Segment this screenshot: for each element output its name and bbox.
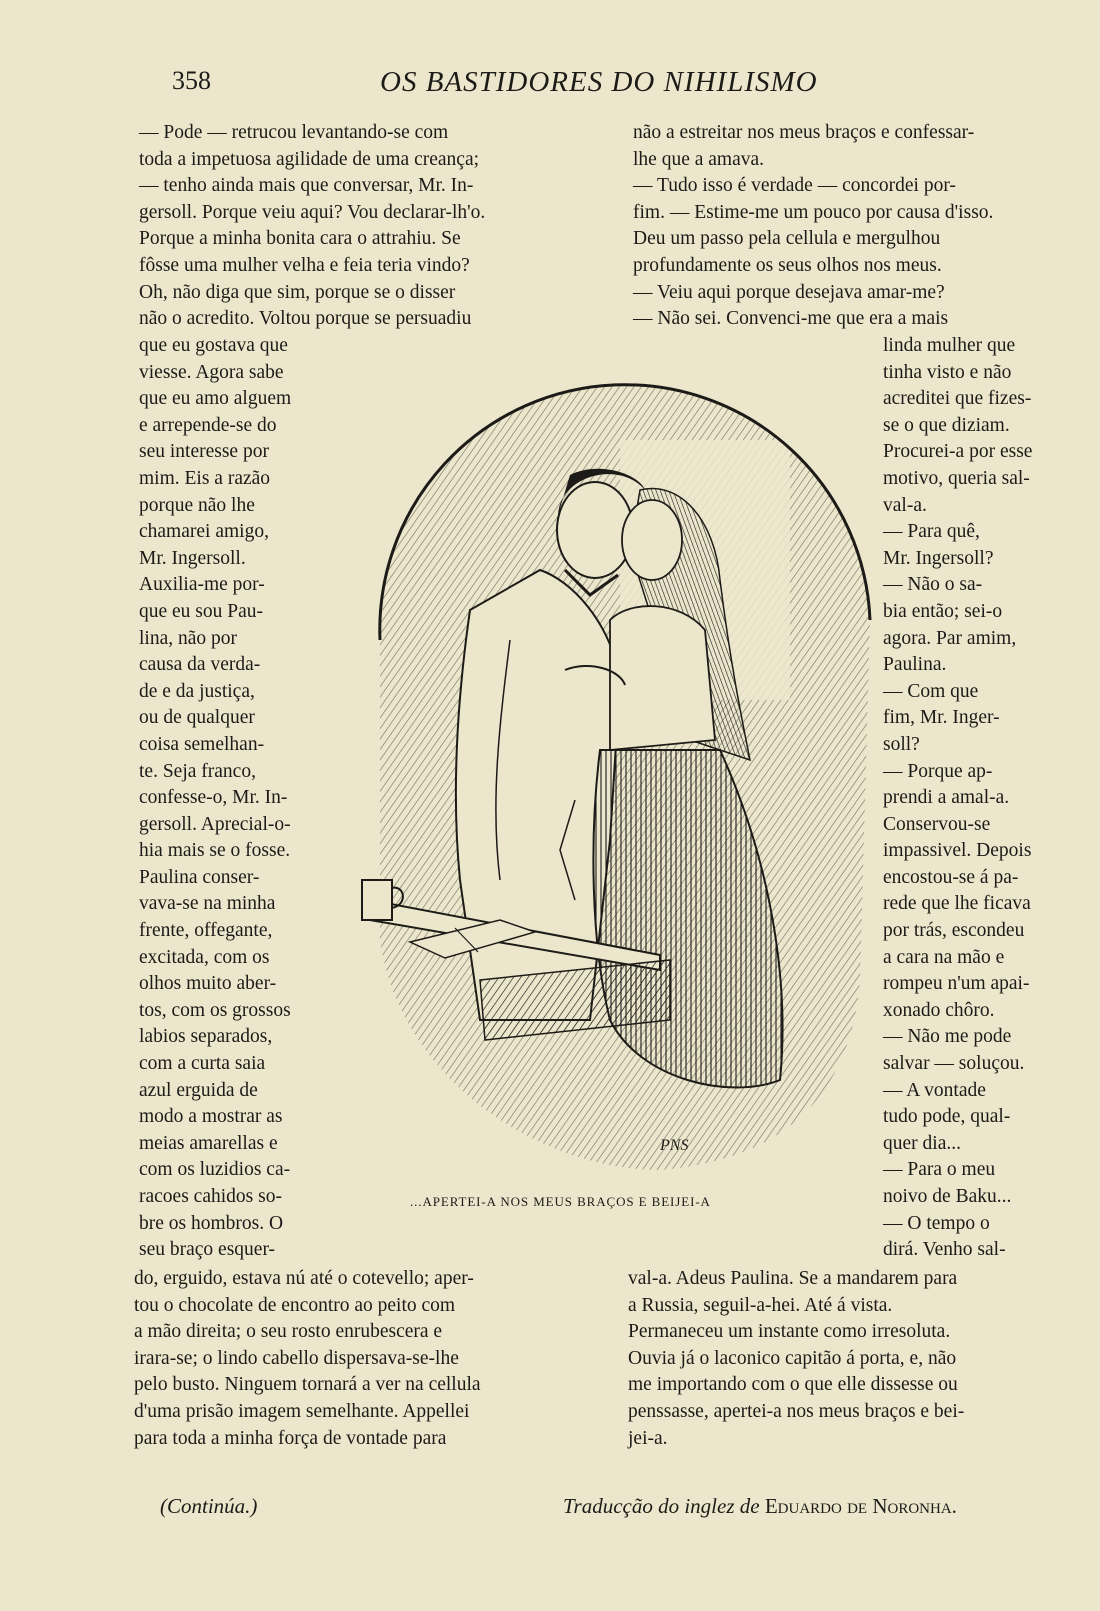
text-line: confesse-o, Mr. In- bbox=[139, 787, 288, 809]
to-be-continued-note: (Continúa.) bbox=[160, 1494, 258, 1518]
text-line: Auxilia-me por- bbox=[139, 574, 265, 596]
text-line: rompeu n'um apai- bbox=[883, 973, 1030, 995]
text-line: com os luzidios ca- bbox=[139, 1159, 291, 1181]
text-line: seu braço esquer- bbox=[139, 1239, 276, 1261]
text-line: prendi a amal-a. bbox=[883, 787, 1010, 809]
text-line: se o que diziam. bbox=[883, 414, 1010, 436]
text-line: val-a. Adeus Paulina. Se a mandarem para bbox=[628, 1268, 958, 1289]
text-line: tos, com os grossos bbox=[139, 999, 291, 1021]
text-line: Permaneceu um instante como irresoluta. bbox=[628, 1321, 951, 1343]
text-line: bia então; sei-o bbox=[883, 600, 1003, 622]
translator-name: Eduardo de Noronha. bbox=[764, 1494, 957, 1518]
text-line: frente, offegante, bbox=[139, 920, 273, 942]
translation-prefix: Traducção do inglez de bbox=[563, 1494, 760, 1518]
text-line: — Não sei. Convenci-me que era a mais bbox=[633, 308, 949, 330]
text-line: Mr. Ingersoll. bbox=[139, 547, 246, 569]
text-line: tinha visto e não bbox=[883, 361, 1012, 383]
text-line: — Não o sa- bbox=[883, 574, 983, 596]
text-line: Mr. Ingersoll? bbox=[883, 547, 994, 569]
text-line: racoes cahidos so- bbox=[139, 1186, 282, 1207]
text-line: Porque a minha bonita cara o attrahiu. Se bbox=[139, 228, 461, 250]
text-line: impassivel. Depois bbox=[883, 840, 1032, 862]
page-number: 358 bbox=[172, 66, 211, 95]
text-line: — O tempo o bbox=[883, 1212, 990, 1234]
text-line: a mão direita; o seu rosto enrubescera e bbox=[134, 1321, 443, 1343]
text-line: — Para quê, bbox=[883, 521, 980, 543]
text-line: agora. Par amim, bbox=[883, 627, 1017, 649]
text-line: viesse. Agora sabe bbox=[139, 361, 284, 383]
right-column-bottom-text bbox=[628, 1266, 1073, 1452]
text-line: que eu sou Pau- bbox=[139, 600, 264, 622]
text-line: acreditei que fizes- bbox=[883, 388, 1032, 410]
text-line: hia mais se o fosse. bbox=[139, 840, 291, 862]
text-line: para toda a minha força de vontade para bbox=[134, 1427, 447, 1449]
text-line: olhos muito aber- bbox=[139, 973, 277, 995]
text-line: motivo, queria sal- bbox=[883, 467, 1030, 489]
text-line: mim. Eis a razão bbox=[139, 467, 271, 489]
text-line: labios separados, bbox=[139, 1026, 273, 1048]
text-line: fôsse uma mulher velha e feia teria vindo? bbox=[139, 254, 470, 276]
text-line: que eu gostava que bbox=[139, 335, 288, 356]
left-column-top-text bbox=[139, 120, 591, 333]
text-line: salvar — soluçou. bbox=[883, 1053, 1025, 1075]
text-line: toda a impetuosa agilidade de uma creança; bbox=[139, 148, 480, 170]
text-line: profundamente os seus olhos nos meus. bbox=[633, 254, 942, 276]
text-line: do, erguido, estava nú até o cotevello; aper- bbox=[134, 1268, 474, 1289]
text-line: Oh, não diga que sim, porque se o disser bbox=[139, 281, 456, 303]
text-line: causa da verda- bbox=[139, 654, 261, 676]
text-line: gersoll. Aprecial-o- bbox=[139, 813, 291, 835]
text-line: — Veiu aqui porque desejava amar-me? bbox=[633, 281, 945, 303]
text-line: modo a mostrar as bbox=[139, 1106, 283, 1128]
right-column-top-text bbox=[633, 120, 1073, 333]
text-line: vava-se na minha bbox=[139, 893, 276, 915]
text-line: Deu um passo pela cellula e mergulhou bbox=[633, 228, 941, 250]
text-line: fim, Mr. Inger- bbox=[883, 707, 1000, 729]
text-line: quer dia... bbox=[883, 1132, 961, 1154]
text-line: — Para o meu bbox=[883, 1159, 996, 1181]
text-line: — Não me pode bbox=[883, 1026, 1012, 1048]
text-line: dirá. Venho sal- bbox=[883, 1239, 1006, 1261]
text-line: — Porque ap- bbox=[883, 760, 993, 782]
text-line: rede que lhe ficava bbox=[883, 893, 1031, 915]
text-line: gersoll. Porque veiu aqui? Vou declarar-lh'o. bbox=[139, 201, 486, 223]
text-line: coisa semelhan- bbox=[139, 733, 265, 755]
text-line: tou o chocolate de encontro ao peito com bbox=[134, 1294, 456, 1316]
illustration-caption: ...APERTEI-A NOS MEUS BRAÇOS E BEIJEI-A bbox=[410, 1194, 711, 1209]
text-line: a Russia, seguil-a-hei. Até á vista. bbox=[628, 1294, 893, 1316]
text-line: xonado chôro. bbox=[883, 999, 995, 1021]
text-line: não a estreitar nos meus braços e confessar- bbox=[633, 122, 975, 143]
text-line: linda mulher que bbox=[883, 335, 1016, 356]
artist-signature: PNS bbox=[660, 1137, 689, 1154]
text-line: fim. — Estime-me um pouco por causa d'isso. bbox=[633, 201, 994, 223]
text-line: de e da justiça, bbox=[139, 680, 255, 702]
text-line: Conservou-se bbox=[883, 813, 991, 835]
text-line: e arrepende-se do bbox=[139, 414, 277, 436]
text-line: encostou-se á pa- bbox=[883, 866, 1019, 888]
running-title: OS BASTIDORES DO NIHILISMO bbox=[380, 66, 818, 98]
text-line: me importando com o que elle dissesse ou bbox=[628, 1374, 958, 1396]
text-line: soll? bbox=[883, 733, 920, 755]
right-column-narrow-text bbox=[883, 333, 1073, 1264]
text-line: tudo pode, qual- bbox=[883, 1106, 1011, 1128]
text-line: porque não lhe bbox=[139, 494, 255, 516]
text-line: bre os hombros. O bbox=[139, 1212, 284, 1234]
text-line: d'uma prisão imagem semelhante. Appellei bbox=[134, 1400, 470, 1422]
text-line: chamarei amigo, bbox=[139, 521, 269, 543]
text-line: azul erguida de bbox=[139, 1079, 258, 1101]
engraved-illustration-embrace bbox=[360, 380, 900, 1190]
text-line: — A vontade bbox=[883, 1079, 986, 1101]
text-line: Paulina conser- bbox=[139, 866, 260, 888]
text-line: Paulina. bbox=[883, 654, 947, 676]
text-line: — Com que bbox=[883, 680, 979, 702]
text-line: jei-a. bbox=[628, 1427, 668, 1449]
text-line: te. Seja franco, bbox=[139, 760, 256, 782]
text-line: irara-se; o lindo cabello dispersava-se-lhe bbox=[134, 1347, 459, 1369]
text-line: lina, não por bbox=[139, 627, 238, 649]
text-line: noivo de Baku... bbox=[883, 1186, 1012, 1207]
text-line: penssasse, apertei-a nos meus braços e bei- bbox=[628, 1400, 965, 1422]
left-column-narrow-text bbox=[139, 333, 339, 1264]
text-line: ou de qualquer bbox=[139, 707, 255, 729]
text-line: — tenho ainda mais que conversar, Mr. In- bbox=[139, 175, 474, 197]
text-line: não o acredito. Voltou porque se persuadiu bbox=[139, 308, 472, 330]
text-line: com a curta saia bbox=[139, 1053, 266, 1075]
text-line: que eu amo alguem bbox=[139, 388, 292, 410]
text-line: meias amarellas e bbox=[139, 1132, 278, 1154]
text-line: lhe que a amava. bbox=[633, 148, 765, 170]
text-line: val-a. bbox=[883, 494, 927, 516]
text-line: seu interesse por bbox=[139, 441, 269, 463]
text-line: pelo busto. Ninguem tornará a ver na cellula bbox=[134, 1374, 481, 1396]
text-line: a cara na mão e bbox=[883, 946, 1005, 968]
text-line: — Tudo isso é verdade — concordei por- bbox=[633, 175, 956, 197]
text-line: — Pode — retrucou levantando-se com bbox=[139, 122, 449, 143]
text-line: Procurei-a por esse bbox=[883, 441, 1033, 463]
text-line: Ouvia já o laconico capitão á porta, e, não bbox=[628, 1347, 957, 1369]
left-column-bottom-text bbox=[134, 1266, 586, 1452]
text-line: excitada, com os bbox=[139, 946, 270, 968]
text-line: por trás, escondeu bbox=[883, 920, 1025, 942]
translator-credit bbox=[563, 1494, 957, 1519]
